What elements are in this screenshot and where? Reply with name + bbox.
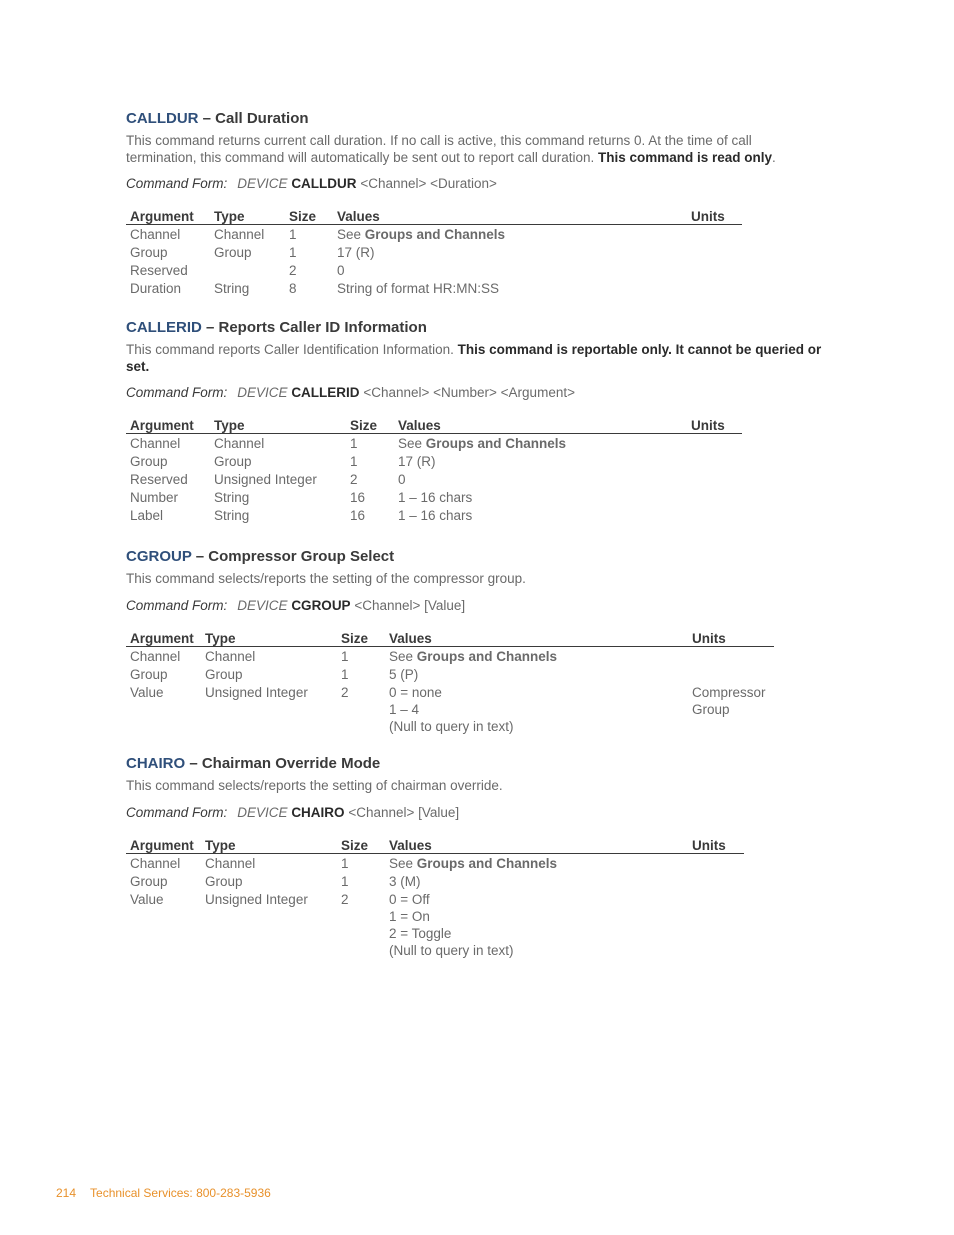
table-row: Duration String 8 String of format HR:MN:SS — [130, 281, 500, 296]
table-header-row: Argument Type Size Values Units — [126, 836, 744, 854]
table-row: Channel Channel 1 See Groups and Channels — [130, 648, 558, 664]
table-row: Label String 16 1 – 16 chars — [130, 508, 473, 523]
table-header-row: Argument Type Size Values Units — [126, 416, 742, 434]
table-row: Group Group 1 3 (M) — [130, 873, 421, 889]
table-row: Channel Channel 1 See Groups and Channels — [130, 227, 506, 242]
section-heading: CALLDUR – Call Duration — [126, 110, 309, 127]
table-row: Value Unsigned Integer 2 0 = Off 1 = On 2 = Toggle (Null to query in text) — [130, 891, 514, 958]
table-row: Group Group 1 5 (P) — [130, 666, 419, 682]
table-row: Channel Channel 1 See Groups and Channels — [130, 855, 558, 871]
argument-table — [126, 207, 742, 297]
table-row: Reserved 2 0 — [130, 263, 345, 278]
page-footer — [56, 1186, 271, 1200]
table-header-row: Argument Type Size Values Units — [126, 207, 742, 225]
command-form: Command Form: DEVICE CALLERID <Channel> <Number> <Argument> — [126, 385, 575, 400]
section-description: This command returns current call duration. If no call is active, this command returns 0. At the time of call termination, this command will automatically be sent out to report call duration. This command is read only. — [126, 133, 776, 165]
section-description: This command reports Caller Identification Information. This command is reportable only. It cannot be queried or set. — [126, 342, 822, 374]
command-form: Command Form: DEVICE CALLDUR <Channel> <Duration> — [126, 176, 497, 191]
section-calldur — [126, 110, 826, 297]
table-row: Value Unsigned Integer 2 0 = none 1 – 4 (Null to query in text) Compressor Group — [130, 684, 766, 734]
table-row: Number String 16 1 – 16 chars — [130, 490, 473, 505]
section-heading: CGROUP – Compressor Group Select — [126, 548, 395, 565]
command-form: Command Form: DEVICE CHAIRO <Channel> [Value] — [126, 804, 460, 820]
section-callerid — [126, 319, 826, 524]
section-description: This command selects/reports the setting of the compressor group. — [126, 571, 526, 586]
table-row: Reserved Unsigned Integer 2 0 — [130, 472, 406, 487]
table-header-row: Argument Type Size Values Units — [126, 629, 774, 647]
argument-table — [126, 416, 742, 524]
argument-table — [126, 629, 774, 735]
page-number: 214 — [56, 1186, 77, 1200]
command-form: Command Form: DEVICE CGROUP <Channel> [Value] — [126, 597, 466, 613]
section-heading: CHAIRO – Chairman Override Mode — [126, 755, 381, 772]
argument-table — [126, 836, 744, 959]
footer-text: Technical Services: 800-283-5936 — [90, 1186, 271, 1200]
table-row: Group Group 1 17 (R) — [130, 454, 436, 469]
section-cgroup — [126, 548, 826, 735]
section-description: This command selects/reports the setting of chairman override. — [126, 778, 503, 793]
table-row: Channel Channel 1 See Groups and Channels — [130, 436, 567, 451]
section-chairo — [126, 755, 826, 959]
table-row: Group Group 1 17 (R) — [130, 245, 375, 260]
section-heading: CALLERID – Reports Caller ID Information — [126, 319, 427, 336]
